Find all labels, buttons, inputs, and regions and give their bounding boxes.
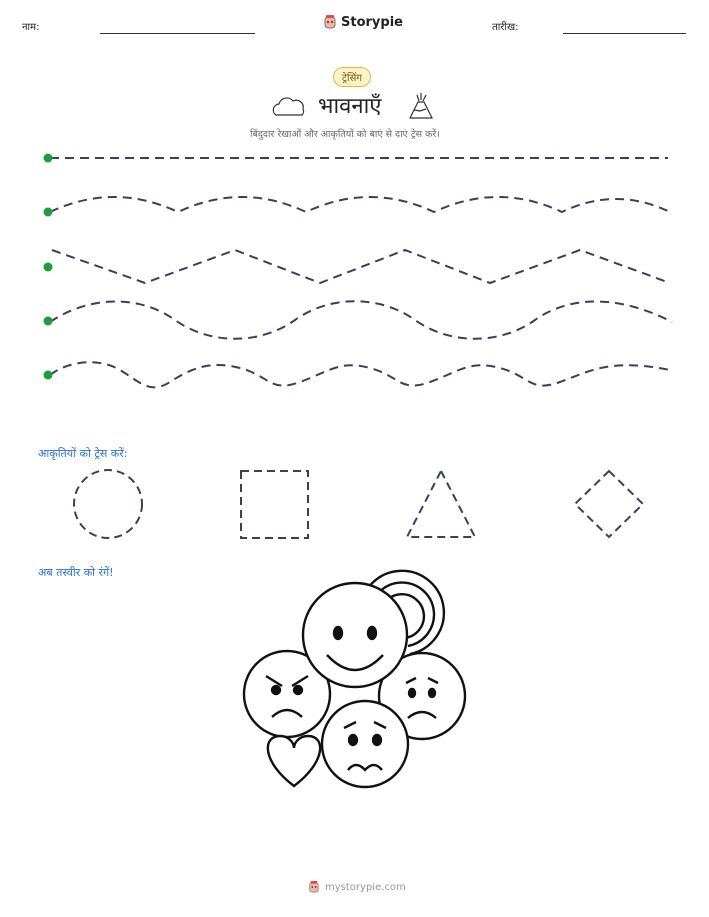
trace-line-wave[interactable] bbox=[50, 197, 670, 212]
footer bbox=[308, 880, 406, 894]
trace-line-wave[interactable] bbox=[50, 301, 672, 339]
start-dot bbox=[44, 154, 53, 163]
coloring-picture[interactable] bbox=[244, 571, 465, 787]
trace-line-zigzag[interactable] bbox=[52, 250, 670, 283]
heart bbox=[268, 736, 320, 786]
footer-site[interactable]: mystorypie.com bbox=[325, 881, 406, 893]
shapes-heading: आकृतियों को ट्रेस करें: bbox=[38, 447, 128, 460]
trace-shape-circle[interactable] bbox=[74, 470, 142, 538]
smiling-face bbox=[303, 583, 407, 687]
date-label: तारीख: bbox=[492, 22, 519, 33]
trace-shape-square[interactable] bbox=[241, 471, 308, 538]
instruction-text: बिंदुदार रेखाओं और आकृतियों को बाएं से दाएं ट्रेस करें। bbox=[250, 129, 440, 140]
worried-face bbox=[322, 701, 408, 787]
name-label: नाम: bbox=[22, 22, 40, 33]
start-dot bbox=[44, 317, 53, 326]
start-dot bbox=[44, 208, 53, 217]
trace-shape-triangle[interactable] bbox=[407, 471, 475, 537]
brand-name: Storypie bbox=[341, 14, 403, 30]
tracing-badge: ट्रेसिंग bbox=[333, 67, 371, 87]
start-dot bbox=[44, 371, 53, 380]
trace-shape-diamond[interactable] bbox=[575, 471, 643, 537]
page-title: भावनाएँ bbox=[318, 94, 382, 119]
trace-line-wave[interactable] bbox=[50, 362, 670, 387]
storypie-mascot-icon bbox=[308, 880, 320, 894]
color-heading: अब तस्वीर को रंगें! bbox=[38, 566, 114, 579]
start-dot bbox=[44, 263, 53, 272]
